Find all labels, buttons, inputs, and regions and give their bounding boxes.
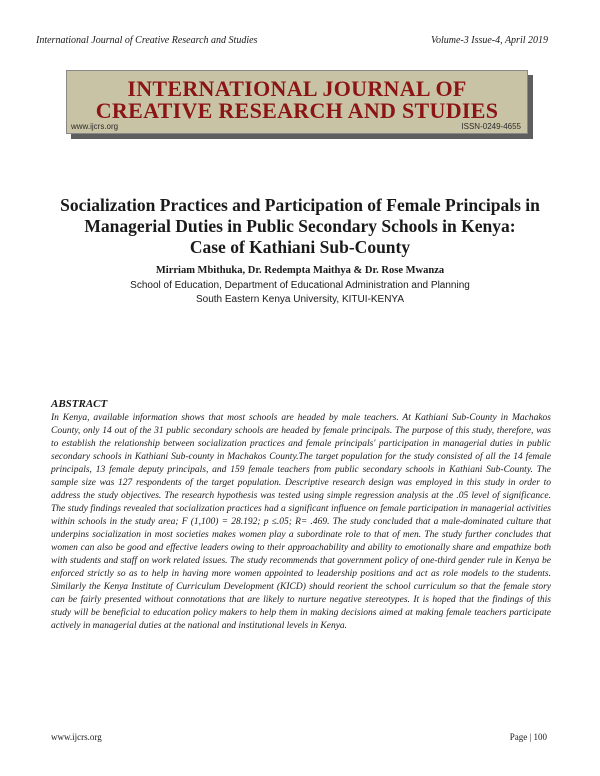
volume-issue: Volume-3 Issue-4, April 2019 — [430, 35, 548, 46]
paper-title — [30, 195, 570, 258]
running-header — [36, 35, 548, 46]
page-number: Page | 100 — [509, 732, 547, 742]
journal-name: International Journal of Creative Research and Studies — [36, 35, 258, 46]
banner-title-line1: INTERNATIONAL JOURNAL OF — [127, 76, 467, 101]
banner-url[interactable]: www.ijcrs.org — [71, 122, 119, 131]
abstract-body: In Kenya, available information shows that most schools are headed by male teachers. At Kathiani Sub-County in Machakos County, only 14 out of the 31 public secondary schools are headed by female principals. The purpose of this study, therefore, was to establish the relationship between socialization practices and female principals' participation in managerial duties in public secondary schools in Kathiani Sub-county in Machakos County.The target population for the study consisted of all the 14 female principals, 13 female deputy principals, and 159 female teachers from public secondary schools in Kathiani Sub-County. The sample size was 127 respondents of the target population. Descriptive research design was employed in this study in order to address the study objectives. The research hypothesis was tested using simple regression analysis at the .05 level of significance. The study findings revealed that socialization practices had a significant influence on female participation in managerial activities within schools in the study area; F (1,100) = 28.192; p ≤.05; R= .469. The study concluded that a male-dominated culture that underpins socialization in most societies makes women play a subordinate role to that of men. The study further concludes that women can also be good and effective leaders owing to their approachability and ability to emotionally share and empathize both with students and staff on work related issues. The study recommends that government policy of one-third gender rule in Kenya be enforced strictly so as to help in having more women appointed to leadership positions and act as role models to the students. Similarly the Kenya Institute of Curriculum Development (KICD) should reorient the school curriculum so that the female story can be fairly presented without connotations that are likely to nurture negative stereotypes. It is hoped that the findings of this study will be beneficial to education policy makers to help them in making decisions aimed at making female teachers participate actively in managerial duties at the national and institutional levels in Kenya. — [51, 413, 551, 631]
authors: Mirriam Mbithuka, Dr. Redempta Maithya & Dr. Rose Mwanza — [155, 265, 445, 276]
title-line1: Socialization Practices and Participation of Female Principals in — [60, 195, 540, 215]
title-line3: Case of Kathiani Sub-County — [189, 237, 411, 257]
abstract-heading: ABSTRACT — [51, 398, 108, 410]
affiliation-line2: South Eastern Kenya University, KITUI-KENYA — [195, 294, 405, 305]
affiliation-line1: School of Education, Department of Educational Administration and Planning — [130, 280, 470, 291]
banner-title-line2: CREATIVE RESEARCH AND STUDIES — [95, 98, 499, 123]
banner-issn: ISSN-0249-4655 — [461, 122, 521, 131]
footer-url[interactable]: www.ijcrs.org — [51, 732, 102, 742]
journal-banner — [66, 70, 528, 134]
title-line2: Managerial Duties in Public Secondary Schools in Kenya: — [84, 216, 516, 236]
